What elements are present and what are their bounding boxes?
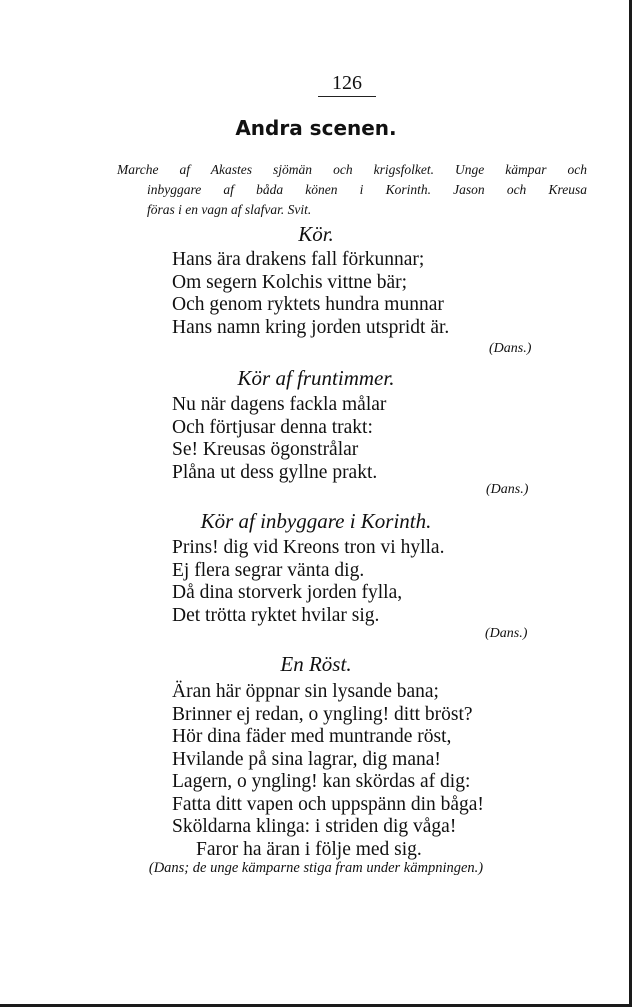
verse-line: Och genom ryktets hundra munnar xyxy=(172,294,444,315)
verse-line: Plåna ut dess gyllne prakt. xyxy=(172,461,378,483)
stage-direction-line: föras i en vagn af slafvar. Svit. xyxy=(147,202,312,217)
page-number: 126 xyxy=(332,72,362,94)
verse-line: Fatta ditt vapen och uppspänn din båga! xyxy=(172,793,484,815)
section-heading: En Röst. xyxy=(280,652,352,676)
verse-line: Faror ha äran i följe med sig. xyxy=(196,838,422,860)
verse-line: Prins! dig vid Kreons tron vi hylla. xyxy=(172,537,445,558)
verse-line: Om segern Kolchis vittne bär; xyxy=(172,271,408,293)
stanza xyxy=(172,681,484,861)
verse-line: Det trötta ryktet hvilar sig. xyxy=(172,604,380,626)
section-heading: Kör. xyxy=(298,222,334,246)
verse-line: Sköldarna klinga: i striden dig våga! xyxy=(172,816,457,837)
verse-line: Nu när dagens fackla målar xyxy=(172,394,387,415)
verse-line: Då dina storverk jorden fylla, xyxy=(172,582,403,603)
verse-line: Hans namn kring jorden utspridt är. xyxy=(172,316,450,338)
verse-line: Brinner ej redan, o yngling! ditt bröst? xyxy=(172,703,473,725)
verse-line: Äran här öppnar sin lysande bana; xyxy=(172,681,439,702)
stage-cue: (Dans.) xyxy=(486,482,529,497)
verse-line: Hör dina fäder med muntrande röst, xyxy=(172,726,452,747)
stage-cue: (Dans.) xyxy=(485,626,528,641)
verse-line: Ej flera segrar vänta dig. xyxy=(172,559,365,581)
verse-line: Hans ära drakens fall förkunnar; xyxy=(172,249,425,270)
stanza xyxy=(172,394,386,484)
stanza xyxy=(172,537,444,627)
section-heading: Kör af inbyggare i Korinth. xyxy=(200,509,432,533)
verse-line: Och förtjusar denna trakt: xyxy=(172,416,373,438)
stage-cue: (Dans.) xyxy=(489,341,532,356)
verse-line: Se! Kreusas ögonstrålar xyxy=(172,439,359,460)
stage-direction-line: inbyggare af båda könen i Korinth. Jason och Kreusa xyxy=(147,182,587,197)
final-stage-direction: (Dans; de unge kämparne stiga fram under kämpningen.) xyxy=(148,860,484,876)
verse-line: Hvilande på sina lagrar, dig mana! xyxy=(172,748,441,770)
stage-direction-line: Marche af Akastes sjömän och krigsfolket. Unge kämpar och xyxy=(117,162,587,177)
stage-direction xyxy=(117,160,587,220)
verse-line: Lagern, o yngling! kan skördas af dig: xyxy=(172,771,471,792)
scene-title: Andra scenen. xyxy=(235,116,397,140)
stanza xyxy=(172,249,449,339)
page-number-rule xyxy=(318,96,376,97)
section-heading: Kör af fruntimmer. xyxy=(237,366,395,390)
